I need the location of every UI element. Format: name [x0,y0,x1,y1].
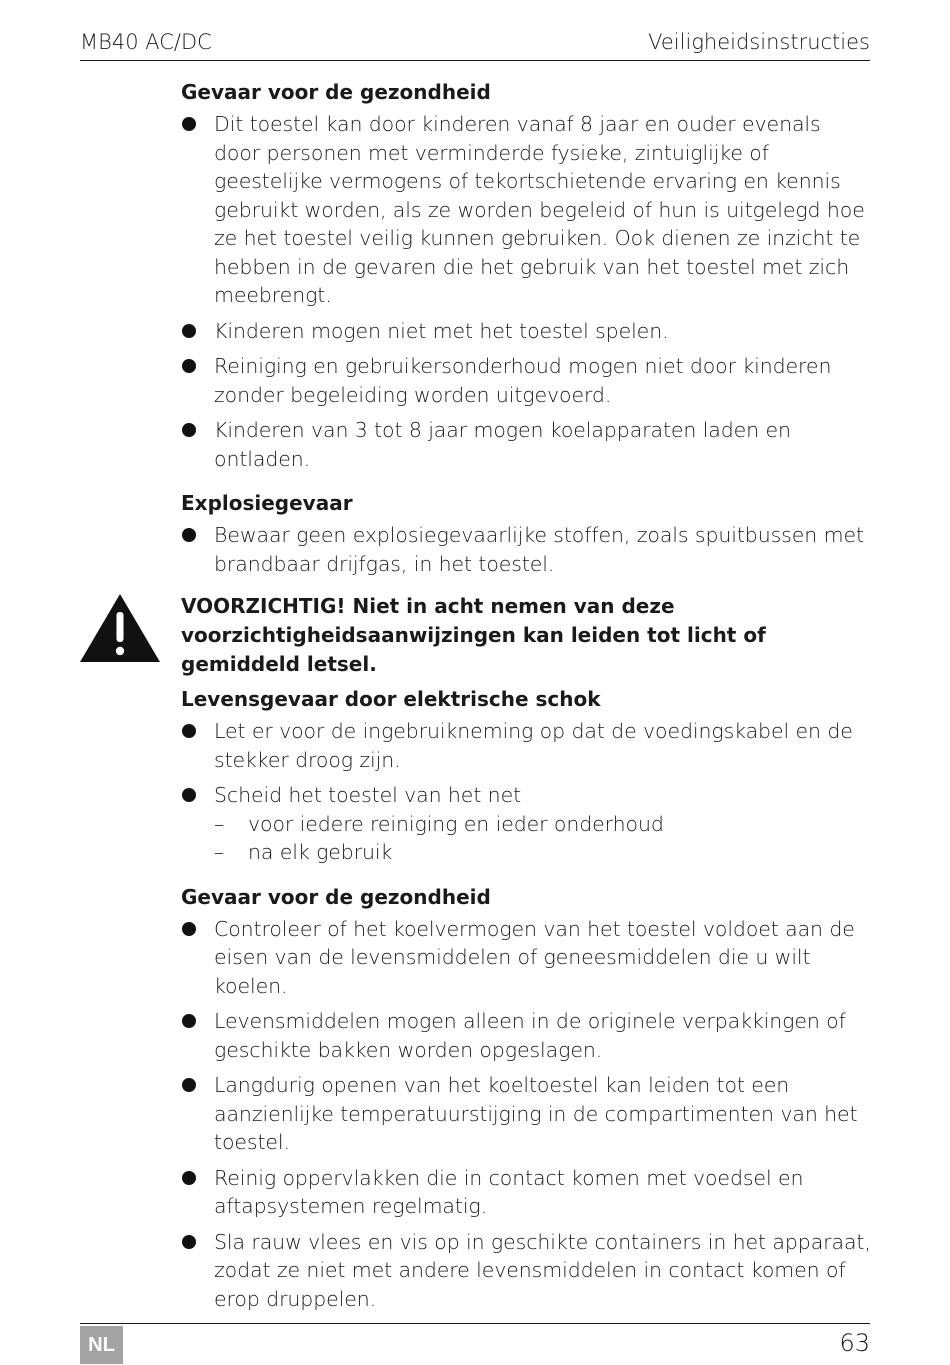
section-health-2 [181,883,871,1314]
sub-list-item-text: voor iedere reiniging en ieder onderhoud [248,811,664,836]
list-item-text: Bewaar geen explosiegevaarlijke stoffen, zoals spuitbussen met brandbaar drijfgas, in het toestel. [214,523,864,576]
bullet-icon [182,724,196,738]
dash-marker: – [214,811,225,836]
warning-triangle-icon [79,592,161,664]
section-heading: Explosiegevaar [181,491,353,515]
list-item [181,1007,871,1064]
chapter-title: Veiligheidsinstructies [648,30,870,54]
bullet-icon [182,359,196,373]
caution-notice [181,592,871,679]
bullet-icon [182,1171,196,1185]
list-item-text: Levensmiddelen mogen alleen in de originele verpakkingen of geschikte bakken worden opgeslagen. [214,1009,846,1062]
list-item [181,352,871,409]
section-health-1 [181,78,871,473]
bullet-icon [182,1235,196,1249]
list-item-text: Dit toestel kan door kinderen vanaf 8 jaar en ouder evenals door personen met verminderde fysieke, zintuiglijke of geestelijke vermogens of tekortschietende ervaring en kennis gebruikt worden, als ze worden begeleid of hun is uitgelegd hoe ze het toestel veilig kunnen gebruiken. Ook dienen ze inzicht te hebben in de gevaren die het gebruik van het toestel met zich meebrengt. [214,112,865,307]
sub-list-item [214,838,871,867]
list-item-text: Kinderen mogen niet met het toestel spelen. [214,318,669,343]
product-name: MB40 AC/DC [80,30,212,54]
bullet-list [181,915,871,1314]
bullet-icon [182,788,196,802]
list-item-text: Controleer of het koelvermogen van het toestel voldoet aan de eisen van de levensmiddelen of geneesmiddelen die u wilt koelen. [214,916,855,998]
section-explosion [181,489,871,578]
main-content [181,78,871,1320]
caution-text: VOORZICHTIG! Niet in acht nemen van deze voorzichtigheidsaanwijzingen kan leiden tot licht of gemiddeld letsel. [181,594,766,676]
bullet-icon [182,117,196,131]
section-heading: Levensgevaar door elektrische schok [181,687,601,711]
list-item-text: Scheid het toestel van het net [214,783,522,807]
list-item [181,1228,871,1314]
bullet-icon [182,1014,196,1028]
page-header [80,28,870,61]
bullet-list [181,521,871,578]
footer-divider [80,1323,870,1324]
dash-marker: – [214,840,225,864]
language-badge: NL [80,1326,123,1364]
list-item [181,317,871,346]
list-item [181,521,871,578]
list-item-text: Kinderen van 3 tot 8 jaar mogen koelapparaten laden en ontladen. [214,418,791,471]
bullet-icon [182,528,196,542]
bullet-icon [182,324,196,338]
section-heading: Gevaar voor de gezondheid [181,80,491,104]
section-electric [181,685,871,867]
bullet-icon [182,423,196,437]
bullet-icon [182,1078,196,1092]
list-item [181,781,871,867]
list-item-text: Reiniging en gebruikersonderhoud mogen niet door kinderen zonder begeleiding worden uitgevoerd. [214,354,832,407]
page-number: 63 [839,1329,870,1357]
bullet-icon [182,922,196,936]
list-item [181,1164,871,1221]
list-item [181,915,871,1001]
sub-list-item-text: na elk gebruik [248,840,393,864]
sub-list-item [214,810,871,839]
list-item [181,717,871,774]
section-heading: Gevaar voor de gezondheid [181,884,491,909]
list-item-text: Langdurig openen van het koeltoestel kan leiden tot een aanzienlijke temperatuurstijging in de compartimenten van het toestel. [214,1073,858,1154]
list-item [181,110,871,310]
bullet-list [181,110,871,473]
list-item [181,416,871,473]
list-item-text: Let er voor de ingebruikneming op dat de voedingskabel en de stekker droog zijn. [214,719,853,772]
list-item-text: Sla rauw vlees en vis op in geschikte containers in het apparaat, zodat ze niet met andere levensmiddelen in contact komen of erop druppelen. [214,1229,871,1311]
list-item-text: Reinig oppervlakken die in contact komen met voedsel en aftapsystemen regelmatig. [214,1165,804,1218]
list-item [181,1071,871,1157]
bullet-list [181,717,871,867]
